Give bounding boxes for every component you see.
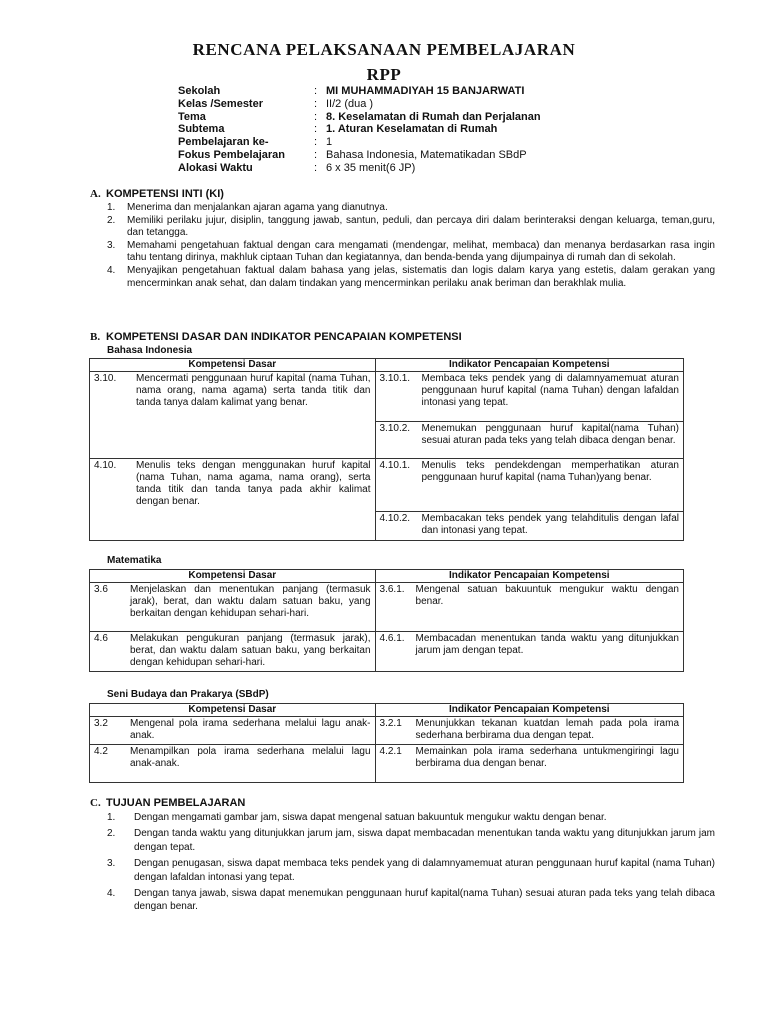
section-letter: B.: [90, 331, 101, 343]
meta-row-alokasi: Alokasi Waktu : 6 x 35 menit(6 JP): [178, 161, 416, 174]
tujuan-list: [107, 811, 715, 914]
meta-value: II/2 (dua ): [326, 97, 374, 110]
meta-row-sekolah: Sekolah : MI MUHAMMADIYAH 15 BANJARWATI: [178, 85, 525, 97]
kd-cell: 4.6 Melakukan pengukuran panjang (termasuk jarak), berat, dan waktu dalam satuan baku, yang berkaitan dengan kehidupan sehari-hari.: [90, 632, 376, 672]
meta-row-kelas: Kelas /Semester : II/2 (dua ): [178, 97, 374, 110]
meta-row-pembelajaran: Pembelajaran ke- : 1: [178, 136, 333, 149]
meta-row-tema: Tema : 8. Keselamatan di Rumah dan Perjalanan: [178, 110, 541, 123]
section-b-heading: [90, 331, 462, 343]
list-item: 1. Dengan mengamati gambar jam, siswa dapat mengenal satuan bakuuntuk mengukur waktu dengan benar.: [107, 812, 607, 823]
section-c-heading: [90, 797, 245, 809]
meta-row-fokus: Fokus Pembelajaran : Bahasa Indonesia, Matematikadan SBdP: [178, 148, 527, 161]
kd-table-matematika: [89, 569, 684, 672]
subject-label-matematika: Matematika: [107, 555, 162, 566]
section-letter: C.: [90, 797, 101, 809]
meta-value: 8. Keselamatan di Rumah dan Perjalanan: [326, 110, 541, 123]
list-item: 3. Dengan penugasan, siswa dapat membaca teks pendek yang di dalamnyamemuat aturan penggunaan huruf kapital (nama Tuhan) dengan lafaldan intonasi yang tepat.: [107, 858, 715, 883]
list-item: 2. Memiliki perilaku jujur, disiplin, tanggung jawab, santun, peduli, dan percaya diri dalam berinteraksi dengan keluarga, teman,guru, dan tetangga.: [107, 214, 715, 239]
list-item: 3. Memahami pengetahuan faktual dengan cara mengamati (mendengar, melihat, membaca) dan menanya berdasarkan rasa ingin tahu tentang dirinya, makhluk ciptaan Tuhan dan kegiatannya, dan benda-benda yang dijumpainya di rumah dan di sekolah.: [107, 239, 715, 264]
meta-key: Fokus Pembelajaran: [178, 148, 285, 161]
column-header: Kompetensi Dasar: [90, 359, 376, 372]
kd-cell: 3.2 Mengenal pola irama sederhana melalui lagu anak-anak.: [90, 717, 376, 745]
kd-cell: 4.10. Menulis teks dengan menggunakan huruf kapital (nama Tuhan, nama agama, nama orang), serta tanda titik dan tanda tanya pada akhir kalimat dengan benar.: [90, 459, 376, 541]
column-header: Indikator Pencapaian Kompetensi: [375, 704, 683, 717]
ipk-cell: 4.2.1 Memainkan pola irama sederhana untukmengiringi lagu berbirama dua dengan benar.: [375, 745, 683, 783]
column-header: Indikator Pencapaian Kompetensi: [375, 570, 683, 583]
ipk-cell: 3.10.2. Menemukan penggunaan huruf kapital(nama Tuhan) sesuai aturan pada teks yang telah dibaca dengan benar.: [375, 422, 684, 459]
identity-block: [178, 85, 541, 175]
section-title: KOMPETENSI DASAR DAN INDIKATOR PENCAPAIAN KOMPETENSI: [106, 331, 462, 343]
kd-table-bahasa: [89, 358, 684, 541]
meta-key: Pembelajaran ke-: [178, 136, 269, 149]
ipk-cell: 3.2.1 Menunjukkan tekanan kuatdan lemah pada pola irama sederhana berbirama dua dengan tepat.: [375, 717, 683, 745]
ipk-cell: 3.6.1. Mengenal satuan bakuuntuk mengukur waktu dengan benar.: [375, 583, 683, 632]
meta-key: Tema: [178, 110, 206, 123]
column-header: Kompetensi Dasar: [90, 704, 376, 717]
section-title: KOMPETENSI INTI (KI): [106, 188, 224, 200]
section-letter: A.: [90, 188, 101, 200]
meta-value: MI MUHAMMADIYAH 15 BANJARWATI: [326, 85, 525, 97]
ipk-cell: 4.10.2. Membacakan teks pendek yang telahditulis dengan lafal dan intonasi yang tepat.: [375, 512, 684, 541]
column-header: Indikator Pencapaian Kompetensi: [375, 359, 684, 372]
section-title: TUJUAN PEMBELAJARAN: [106, 797, 246, 809]
meta-key: Subtema: [178, 123, 225, 136]
list-item: 4. Dengan tanya jawab, siswa dapat menemukan penggunaan huruf kapital(nama Tuhan) sesuai aturan pada teks yang telah dibaca dengan benar.: [107, 888, 715, 913]
meta-key: Kelas /Semester: [178, 97, 263, 110]
document-subtitle: RPP: [366, 65, 402, 84]
subject-label-sbdp: Seni Budaya dan Prakarya (SBdP): [107, 689, 269, 700]
list-item: 4. Menyajikan pengetahuan faktual dalam bahasa yang jelas, sistematis dan logis dalam karya yang estetis, dalam gerakan yang mencerminkan anak sehat, dan dalam tindakan yang mencerminkan perilaku anak beriman dan berakhlak mulia.: [107, 264, 715, 289]
ipk-cell: 4.6.1. Membacadan menentukan tanda waktu yang ditunjukkan jarum jam dengan tepat.: [375, 632, 683, 672]
meta-key: Sekolah: [178, 85, 221, 97]
kd-cell: 3.10. Mencermati penggunaan huruf kapital (nama Tuhan, nama orang, nama agama) serta tanda titik dan tanda tanya dalam kalimat yang benar.: [90, 372, 376, 459]
document-title: RENCANA PELAKSANAAN PEMBELAJARAN: [192, 40, 576, 59]
kd-cell: 4.2 Menampilkan pola irama sederhana melalui lagu anak-anak.: [90, 745, 376, 783]
list-item: 1. Menerima dan menjalankan ajaran agama yang dianutnya.: [107, 202, 388, 213]
subject-label-bahasa: Bahasa Indonesia: [107, 345, 193, 356]
meta-value: Bahasa Indonesia, Matematikadan SBdP: [326, 148, 527, 161]
kd-cell: 3.6 Menjelaskan dan menentukan panjang (termasuk jarak), berat, dan waktu dalam satuan baku, yang berkaitan dengan kehidupan sehari-hari.: [90, 583, 376, 632]
meta-value: 1: [326, 136, 333, 149]
meta-value: 6 x 35 menit(6 JP): [326, 161, 416, 174]
ipk-cell: 4.10.1. Menulis teks pendekdengan memperhatikan aturan penggunaan huruf kapital (nama Tuhan)yang benar.: [375, 459, 684, 512]
meta-row-subtema: Subtema : 1. Aturan Keselamatan di Rumah: [178, 123, 498, 136]
ipk-cell: 3.10.1. Membaca teks pendek yang di dalamnyamemuat aturan penggunaan huruf kapital (nama Tuhan) dengan lafaldan intonasi yang tepat.: [375, 372, 684, 422]
list-item: 2. Dengan tanda waktu yang ditunjukkan jarum jam, siswa dapat membacadan menentukan tanda waktu yang ditunjukkan jarum jam dengan tepat.: [107, 828, 715, 853]
ki-list: [107, 202, 715, 290]
kd-table-sbdp: [89, 703, 684, 783]
meta-value: 1. Aturan Keselamatan di Rumah: [326, 123, 498, 136]
section-a-heading: [90, 188, 224, 200]
column-header: Kompetensi Dasar: [90, 570, 376, 583]
meta-key: Alokasi Waktu: [178, 161, 253, 174]
